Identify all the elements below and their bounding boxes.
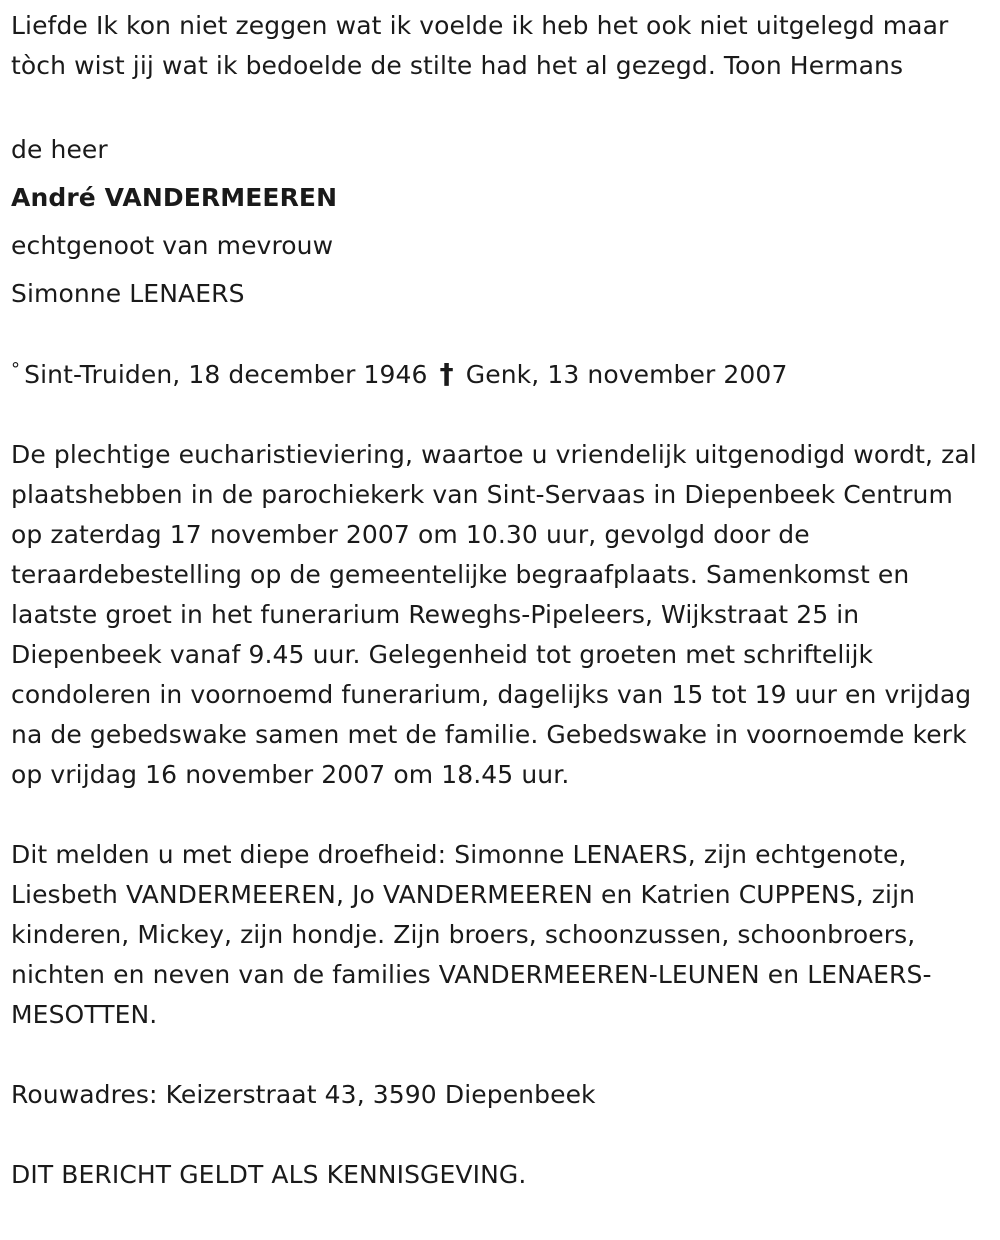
birth-symbol: ° <box>11 359 21 380</box>
honorific: de heer <box>11 135 108 164</box>
birth-info: Sint-Truiden, 18 december 1946 <box>24 360 428 389</box>
cross-icon: † <box>439 357 454 390</box>
spouse-name: Simonne LENAERS <box>11 279 245 308</box>
death-info: Genk, 13 november 2007 <box>465 360 788 389</box>
spouse-label: echtgenoot van mevrouw <box>11 231 334 260</box>
family-paragraph: Dit melden u met diepe droefheid: Simonne LENAERS, zijn echtgenote, Liesbeth VANDERMEEREN, Jo VANDERMEEREN en Katrien CUPPENS, zijn kinderen, Mickey, zijn hondje. Zijn broers, schoonzussen, schoonbroers, nichten en neven van de families VANDERMEEREN-LEUNEN en LENAERS-MESOTTEN. <box>11 840 932 1029</box>
deceased-name: André VANDERMEEREN <box>11 183 338 212</box>
mourning-address: Rouwadres: Keizerstraat 43, 3590 Diepenbeek <box>11 1080 596 1109</box>
spacer <box>11 86 990 126</box>
ceremony-paragraph: De plechtige eucharistieviering, waartoe u vriendelijk uitgenodigd wordt, zal plaatshebben in de parochiekerk van Sint-Servaas in Diepenbeek Centrum op zaterdag 17 november 2007 om 10.30 uur, gevolgd door de teraardebestelling op de gemeentelijke begraafplaats. Samenkomst en laatste groet in het funerarium Reweghs-Pipeleers, Wijkstraat 25 in Diepenbeek vanaf 9.45 uur. Gelegenheid tot groeten met schriftelijk condoleren in voornoemd funerarium, dagelijks van 15 tot 19 uur en vrijdag na de gebedswake samen met de familie. Gebedswake in voornoemde kerk op vrijdag 16 november 2007 om 18.45 uur. <box>11 440 977 789</box>
closing-statement: DIT BERICHT GELDT ALS KENNISGEVING. <box>11 1160 527 1189</box>
opening-quote: Liefde Ik kon niet zeggen wat ik voelde ik heb het ook niet uitgelegd maar tòch wist jij wat ik bedoelde de stilte had het al gezegd. Toon Hermans <box>11 11 949 80</box>
life-dates <box>11 350 990 395</box>
